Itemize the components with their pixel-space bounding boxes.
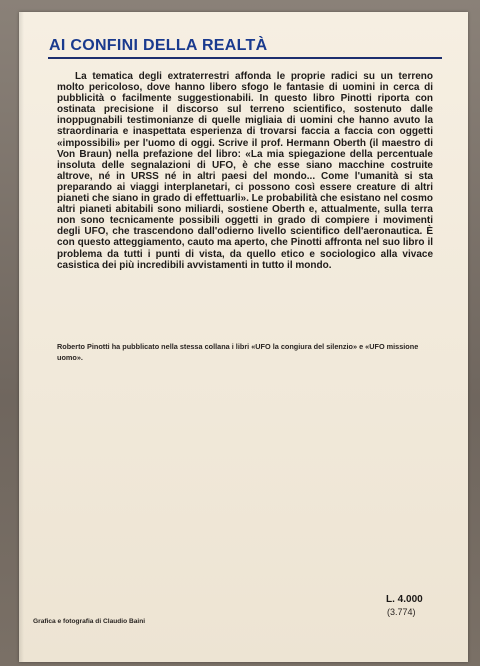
author-note: Roberto Pinotti ha pubblicato nella stessa collana i libri «UFO la congiura del silenzio» e «UFO missione uomo».	[57, 342, 419, 362]
book-back-cover	[19, 12, 468, 662]
title-underline	[48, 57, 442, 59]
spine-shadow	[19, 12, 24, 662]
price-code: (3.774)	[387, 607, 416, 617]
design-credit: Grafica e fotografia di Claudio Baini	[33, 618, 146, 625]
cover-title: AI CONFINI DELLA REALTÀ	[49, 37, 268, 54]
price: L. 4.000	[386, 594, 423, 605]
blurb-text: La tematica degli extraterrestri affonda le proprie radici su un terreno molto pericoloso, dove hanno libero sfogo le fantasie di uomini in cerca di pubblicità o facilmente suggestionabili. In questo libro Pinotti riporta con ostinata precisione il discorso sul terreno scientifico, sostenuto dalle inoppugnabili testimonianze di quelle migliaia di uomini che hanno avuto la straordinaria e inaspettata esperienza di trovarsi faccia a faccia con oggetti «impossibili» per l'uomo di oggi. Scrive il prof. Hermann Oberth (il maestro di Von Braun) nella prefazione del libro: «La mia spiegazione della percentuale insoluta delle segnalazioni di UFO, è che esse siano macchine costruite altrove, né in URSS né in altri paesi del mondo... Come l'umanità si sta preparando ai viaggi interplanetari, ci possono così essere creature di altri pianeti che siano in grado di effettuarli». Le probabilità che esistano nel cosmo altri pianeti abitabili sono miliardi, sostiene Oberth e, attualmente, sulla terra non sono tecnicamente possibili oggetti in grado di compiere i movimenti degli UFO, che trascendono dall'odierno livello scientifico dell'aeronautica. È con questo atteggiamento, cauto ma aperto, che Pinotti affronta nel suo libro il problema da tutti i punti di vista, da quello etico e sociologico alla vivace casistica dei più incredibili avvistamenti in tutto il mondo.	[57, 71, 433, 271]
